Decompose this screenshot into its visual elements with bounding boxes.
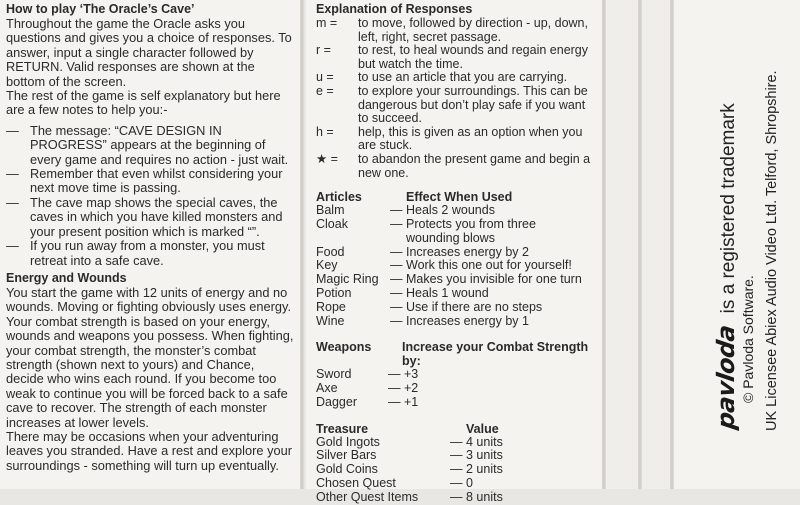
table-row: Cloak — Protects you from three wounding blows <box>316 216 536 245</box>
notes-list <box>6 124 294 268</box>
table-row: Rope — Use if there are no steps <box>316 299 543 314</box>
responses-heading: Explanation of Responses <box>316 2 473 16</box>
response-row: r = to rest, to heal wounds and regain energy but watch the time. <box>316 43 589 71</box>
how-to-play-heading: How to play ‘The Oracle’s Cave’ <box>6 2 195 16</box>
instructions-panel-middle <box>306 0 602 504</box>
effect-col-header: Effect When Used <box>406 190 513 205</box>
response-row: e = to explore your surroundings. This can be dangerous but don’t play safe if you want to succeed. <box>316 83 588 126</box>
copyright-text: © Pavloda Software. <box>740 275 756 403</box>
table-row: Gold Coins — 2 units <box>316 462 503 477</box>
weapons-table <box>316 340 594 409</box>
combat-strength-col-header: Increase your Combat Strength by: <box>402 340 589 369</box>
energy-heading: Energy and Wounds <box>6 270 127 285</box>
response-row: u = to use an article that you are carrying. <box>316 70 568 85</box>
energy-paragraph: You start the game with 12 units of energy and no wounds. Moving or fighting obviously uses energy. Your combat strength is based on your energy, wounds and weapons you possess. When fighting, your combat strength, the monster’s combat strength (shown next to yours) and Chance, decide who wins each round. If you become too weak to continue you will be forced back to a safe cave to recover. The strength of each monster increases at lower levels. <box>6 284 294 430</box>
note-item: — The cave map shows the special caves, the caves in which you have killed monsters and your present position which is marked “”. <box>6 194 283 239</box>
blank-spine-strip <box>642 0 670 489</box>
table-row: Magic Ring — Makes you invisible for one turn <box>316 272 582 287</box>
table-row: Dagger — +1 <box>316 394 419 409</box>
table-row: Balm — Heals 2 wounds <box>316 203 495 218</box>
trademark-line <box>712 0 740 429</box>
table-row: Chosen Quest — 0 <box>316 476 473 491</box>
fold-crease <box>300 0 304 489</box>
table-row: Axe — +2 <box>316 381 419 396</box>
licensee-address: UK Licensee Abiex Audio Video Ltd. Telford, Shropshire. <box>764 70 780 431</box>
responses-list <box>316 17 594 180</box>
instructions-panel-left <box>0 0 300 489</box>
trademark-text: is a registered trademark <box>718 103 739 314</box>
note-item: — If you run away from a monster, you must retreat into a safe cave. <box>6 238 265 268</box>
table-row: Potion — Heals 1 wound <box>316 285 489 300</box>
table-row: Gold Ingots — 4 units <box>316 434 503 449</box>
cover-panel-right <box>674 0 800 489</box>
table-row: Other Quest Items — 8 units <box>316 489 503 504</box>
table-row: Food — Increases energy by 2 <box>316 244 529 259</box>
pavloda-logo: pavloda <box>712 323 740 431</box>
weapons-col-header: Weapons <box>316 340 372 355</box>
table-row: Key — Work this one out for yourself! <box>316 258 572 273</box>
table-row: Sword — +3 <box>316 367 419 382</box>
rotated-cover-text <box>674 0 800 489</box>
treasure-table <box>316 422 594 505</box>
intro-paragraph: Throughout the game the Oracle asks you questions and gives you a choice of responses. To answer, input a single character followed by RETURN. Valid responses are shown at the bottom of the screen. <box>6 16 292 89</box>
value-col-header: Value <box>466 421 499 436</box>
table-row: Wine — Increases energy by 1 <box>316 313 529 328</box>
response-row: ★ = to abandon the present game and begin a new one. <box>316 151 591 180</box>
response-row: m = to move, followed by direction - up, down, left, right, secret passage. <box>316 16 588 44</box>
stranded-paragraph: There may be occasions when your adventuring leaves you stranded. Have a rest and explore your surroundings - something will turn up eventually. <box>6 428 292 473</box>
note-item: — The message: “CAVE DESIGN IN PROGRESS” appears at the beginning of every game and requires no action - just wait. <box>6 122 289 167</box>
blank-spine-strip <box>606 0 638 489</box>
response-row: h = help, this is given as an option when you are stuck. <box>316 124 583 153</box>
rest-paragraph: The rest of the game is self explanatory but here are a few notes to help you:- <box>6 88 281 118</box>
note-item: — Remember that even whilst considering your next move time is passing. <box>6 166 283 196</box>
table-row: Silver Bars — 3 units <box>316 448 503 463</box>
treasure-col-header: Treasure <box>316 421 369 436</box>
articles-col-header: Articles <box>316 190 362 205</box>
articles-table <box>316 190 594 328</box>
